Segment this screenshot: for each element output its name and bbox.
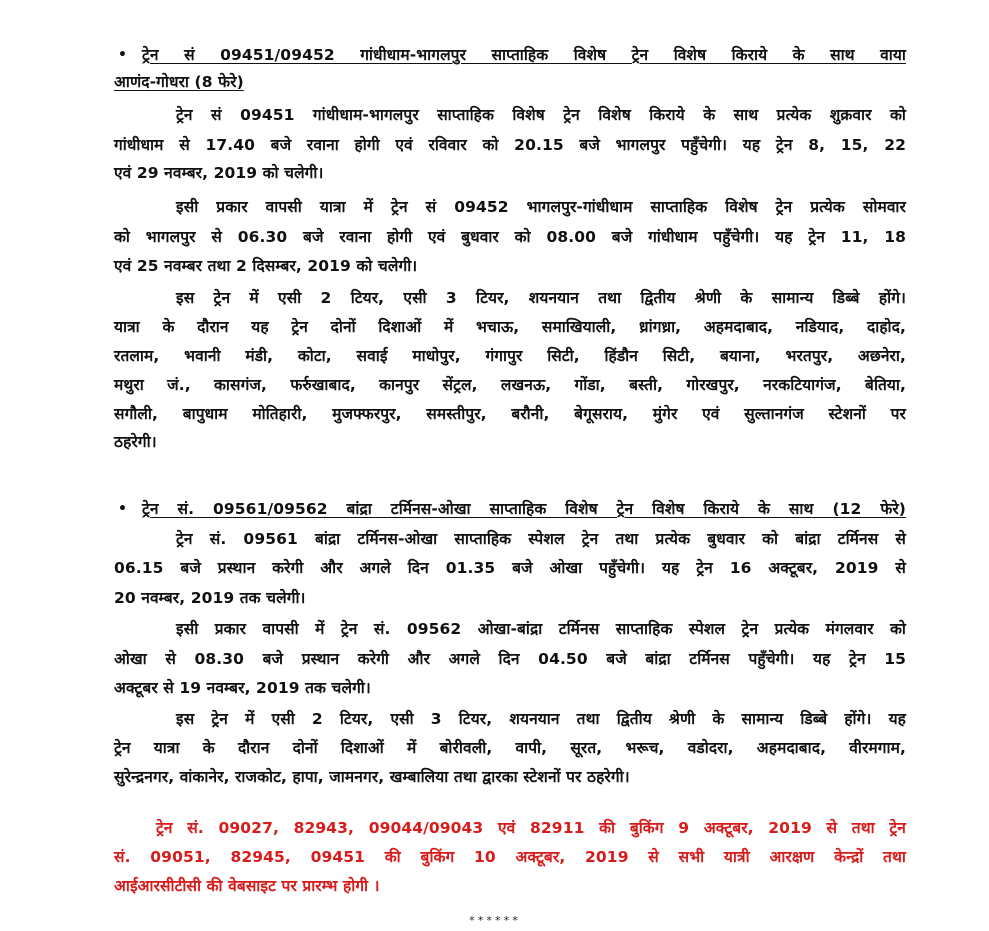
- paragraph-line: 06.15 बजे प्रस्थान करेगी और अगले दिन 01.35 बजे ओखा पहुँचेगी। यह ट्रेन 16 अक्टूबर, 2019 से: [114, 559, 906, 577]
- section-heading-line: आणंद-गोधरा (8 फेरे): [114, 73, 244, 91]
- bullet-icon: •: [118, 501, 127, 517]
- paragraph-line: ट्रेन सं 09451 गांधीधाम-भागलपुर साप्ताहिक विशेष ट्रेन विशेष किराये के साथ प्रत्येक शुक्रवार को: [176, 106, 906, 124]
- paragraph-line: ठहरेगी।: [114, 433, 157, 451]
- paragraph-line: इसी प्रकार वापसी यात्रा में ट्रेन सं 09452 भागलपुर-गांधीधाम साप्ताहिक विशेष ट्रेन प्रत्येक सोमवार: [176, 198, 906, 216]
- bullet-icon: •: [118, 47, 127, 63]
- paragraph-line: अक्टूबर से 19 नवम्बर, 2019 तक चलेगी।: [114, 679, 371, 697]
- paragraph-line: ट्रेन सं. 09561 बांद्रा टर्मिनस-ओखा साप्ताहिक स्पेशल ट्रेन तथा प्रत्येक बुधवार को बांद्रा टर्मिनस से: [176, 530, 906, 548]
- paragraph-line: को भागलपुर से 06.30 बजे रवाना होगी एवं बुधवार को 08.00 बजे गांधीधाम पहुँचेगी। यह ट्रेन 11, 18: [114, 228, 906, 246]
- paragraph-line: मथुरा जं., कासगंज, फर्रुखाबाद, कानपुर सेंट्रल, लखनऊ, गोंडा, बस्ती, गोरखपुर, नरकटियागंज, बेतिया,: [114, 376, 906, 394]
- end-marker: ******: [468, 914, 521, 927]
- paragraph-line: सुरेन्द्रनगर, वांकानेर, राजकोट, हापा, जामनगर, खम्बालिया तथा द्वारका स्टेशनों पर ठहरेगी।: [114, 768, 630, 786]
- paragraph-line: इसी प्रकार वापसी में ट्रेन सं. 09562 ओखा-बांद्रा टर्मिनस साप्ताहिक स्पेशल ट्रेन प्रत्येक मंगलवार को: [176, 620, 906, 638]
- paragraph-line: एवं 25 नवम्बर तथा 2 दिसम्बर, 2019 को चलेगी।: [114, 257, 418, 275]
- paragraph-line: इस ट्रेन में एसी 2 टियर, एसी 3 टियर, शयनयान तथा द्वितीय श्रेणी के सामान्य डिब्बे होंगे।: [176, 289, 906, 307]
- paragraph-line: यात्रा के दौरान यह ट्रेन दोनों दिशाओं में भचाऊ, समाखियाली, ध्रांगध्रा, अहमदाबाद, नडियाद, दाहोद,: [114, 318, 906, 336]
- paragraph-line: सगौली, बापुधाम मोतिहारी, मुजफ्फरपुर, समस्तीपुर, बरौनी, बेगूसराय, मुंगेर एवं सुल्तानगंज स्टेशनों पर: [114, 405, 906, 423]
- booking-notice-line: ट्रेन सं. 09027, 82943, 09044/09043 एवं 82911 की बुकिंग 9 अक्टूबर, 2019 से तथा ट्रेन: [156, 819, 906, 837]
- paragraph-line: ट्रेन यात्रा के दौरान दोनों दिशाओं में बोरीवली, वापी, सूरत, भरूच, वडोदरा, अहमदाबाद, वीरमगाम,: [114, 739, 906, 757]
- paragraph-line: रतलाम, भवानी मंडी, कोटा, सवाई माधोपुर, गंगापुर सिटी, हिंडौन सिटी, बयाना, भरतपुर, अछनेरा,: [114, 347, 906, 365]
- section-heading-line: ट्रेन सं. 09561/09562 बांद्रा टर्मिनस-ओखा साप्ताहिक विशेष ट्रेन विशेष किराये के साथ (12 फेरे): [142, 500, 906, 518]
- booking-notice-line: आईआरसीटीसी की वेबसाइट पर प्रारम्भ होगी ।: [114, 877, 380, 895]
- paragraph-line: इस ट्रेन में एसी 2 टियर, एसी 3 टियर, शयनयान तथा द्वितीय श्रेणी के सामान्य डिब्बे होंगे। यह: [176, 710, 906, 728]
- paragraph-line: ओखा से 08.30 बजे प्रस्थान करेगी और अगले दिन 04.50 बजे बांद्रा टर्मिनस पहुँचेगी। यह ट्रेन 15: [114, 650, 906, 668]
- section-heading-line: ट्रेन सं 09451/09452 गांधीधाम-भागलपुर साप्ताहिक विशेष ट्रेन विशेष किराये के साथ वाया: [142, 46, 906, 64]
- paragraph-line: गांधीधाम से 17.40 बजे रवाना होगी एवं रविवार को 20.15 बजे भागलपुर पहुँचेगी। यह ट्रेन 8, 15, 22: [114, 136, 906, 154]
- booking-notice-line: सं. 09051, 82945, 09451 की बुकिंग 10 अक्टूबर, 2019 से सभी यात्री आरक्षण केन्द्रों तथा: [114, 848, 906, 866]
- paragraph-line: 20 नवम्बर, 2019 तक चलेगी।: [114, 589, 306, 607]
- paragraph-line: एवं 29 नवम्बर, 2019 को चलेगी।: [114, 164, 324, 182]
